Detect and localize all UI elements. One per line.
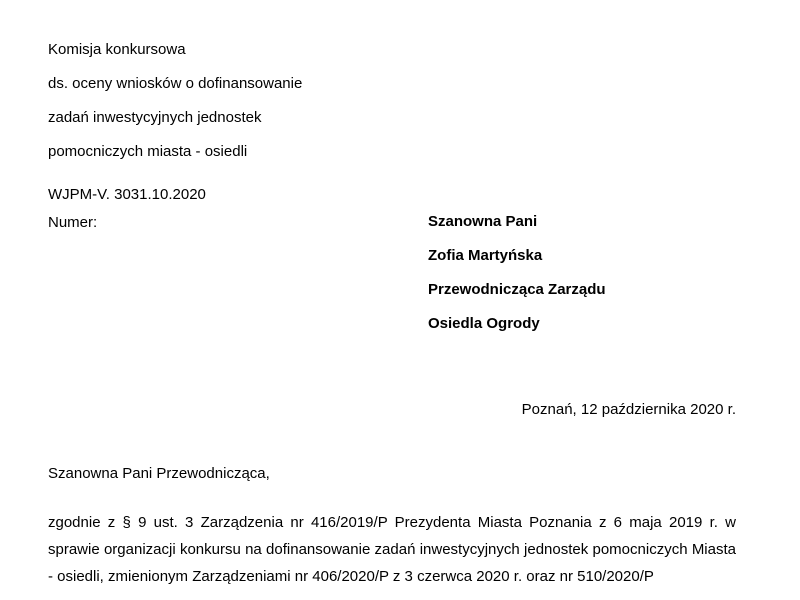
sender-line: pomocniczych miasta - osiedli — [48, 143, 248, 160]
recipient-line: Osiedla Ogrody — [428, 315, 540, 332]
recipient-line: Przewodnicząca Zarządu — [428, 281, 606, 298]
body-paragraph: zgodnie z § 9 ust. 3 Zarządzenia nr 416/2019/P Prezydenta Miasta Poznania z 6 maja 2019 r. w sprawie organizacji konkursu na dofinansowanie zadań inwestycyjnych jednostek pomocniczych Miasta - osiedli, zmienionym Zarządzeniami nr 406/2020/P z 3 czerwca 2020 r. oraz nr 510/2020/P — [48, 514, 736, 585]
number-label: Numer: — [48, 214, 98, 231]
reference-number: WJPM-V. 3031.10.2020 — [48, 186, 206, 203]
date-line: Poznań, 12 października 2020 r. — [521, 401, 736, 418]
greeting: Szanowna Pani Przewodnicząca, — [48, 465, 270, 482]
sender-line: Komisja konkursowa — [48, 41, 186, 58]
recipient-line: Zofia Martyńska — [428, 247, 543, 264]
sender-line: ds. oceny wniosków o dofinansowanie — [48, 75, 303, 92]
recipient-line: Szanowna Pani — [428, 213, 538, 230]
sender-line: zadań inwestycyjnych jednostek — [48, 109, 262, 126]
